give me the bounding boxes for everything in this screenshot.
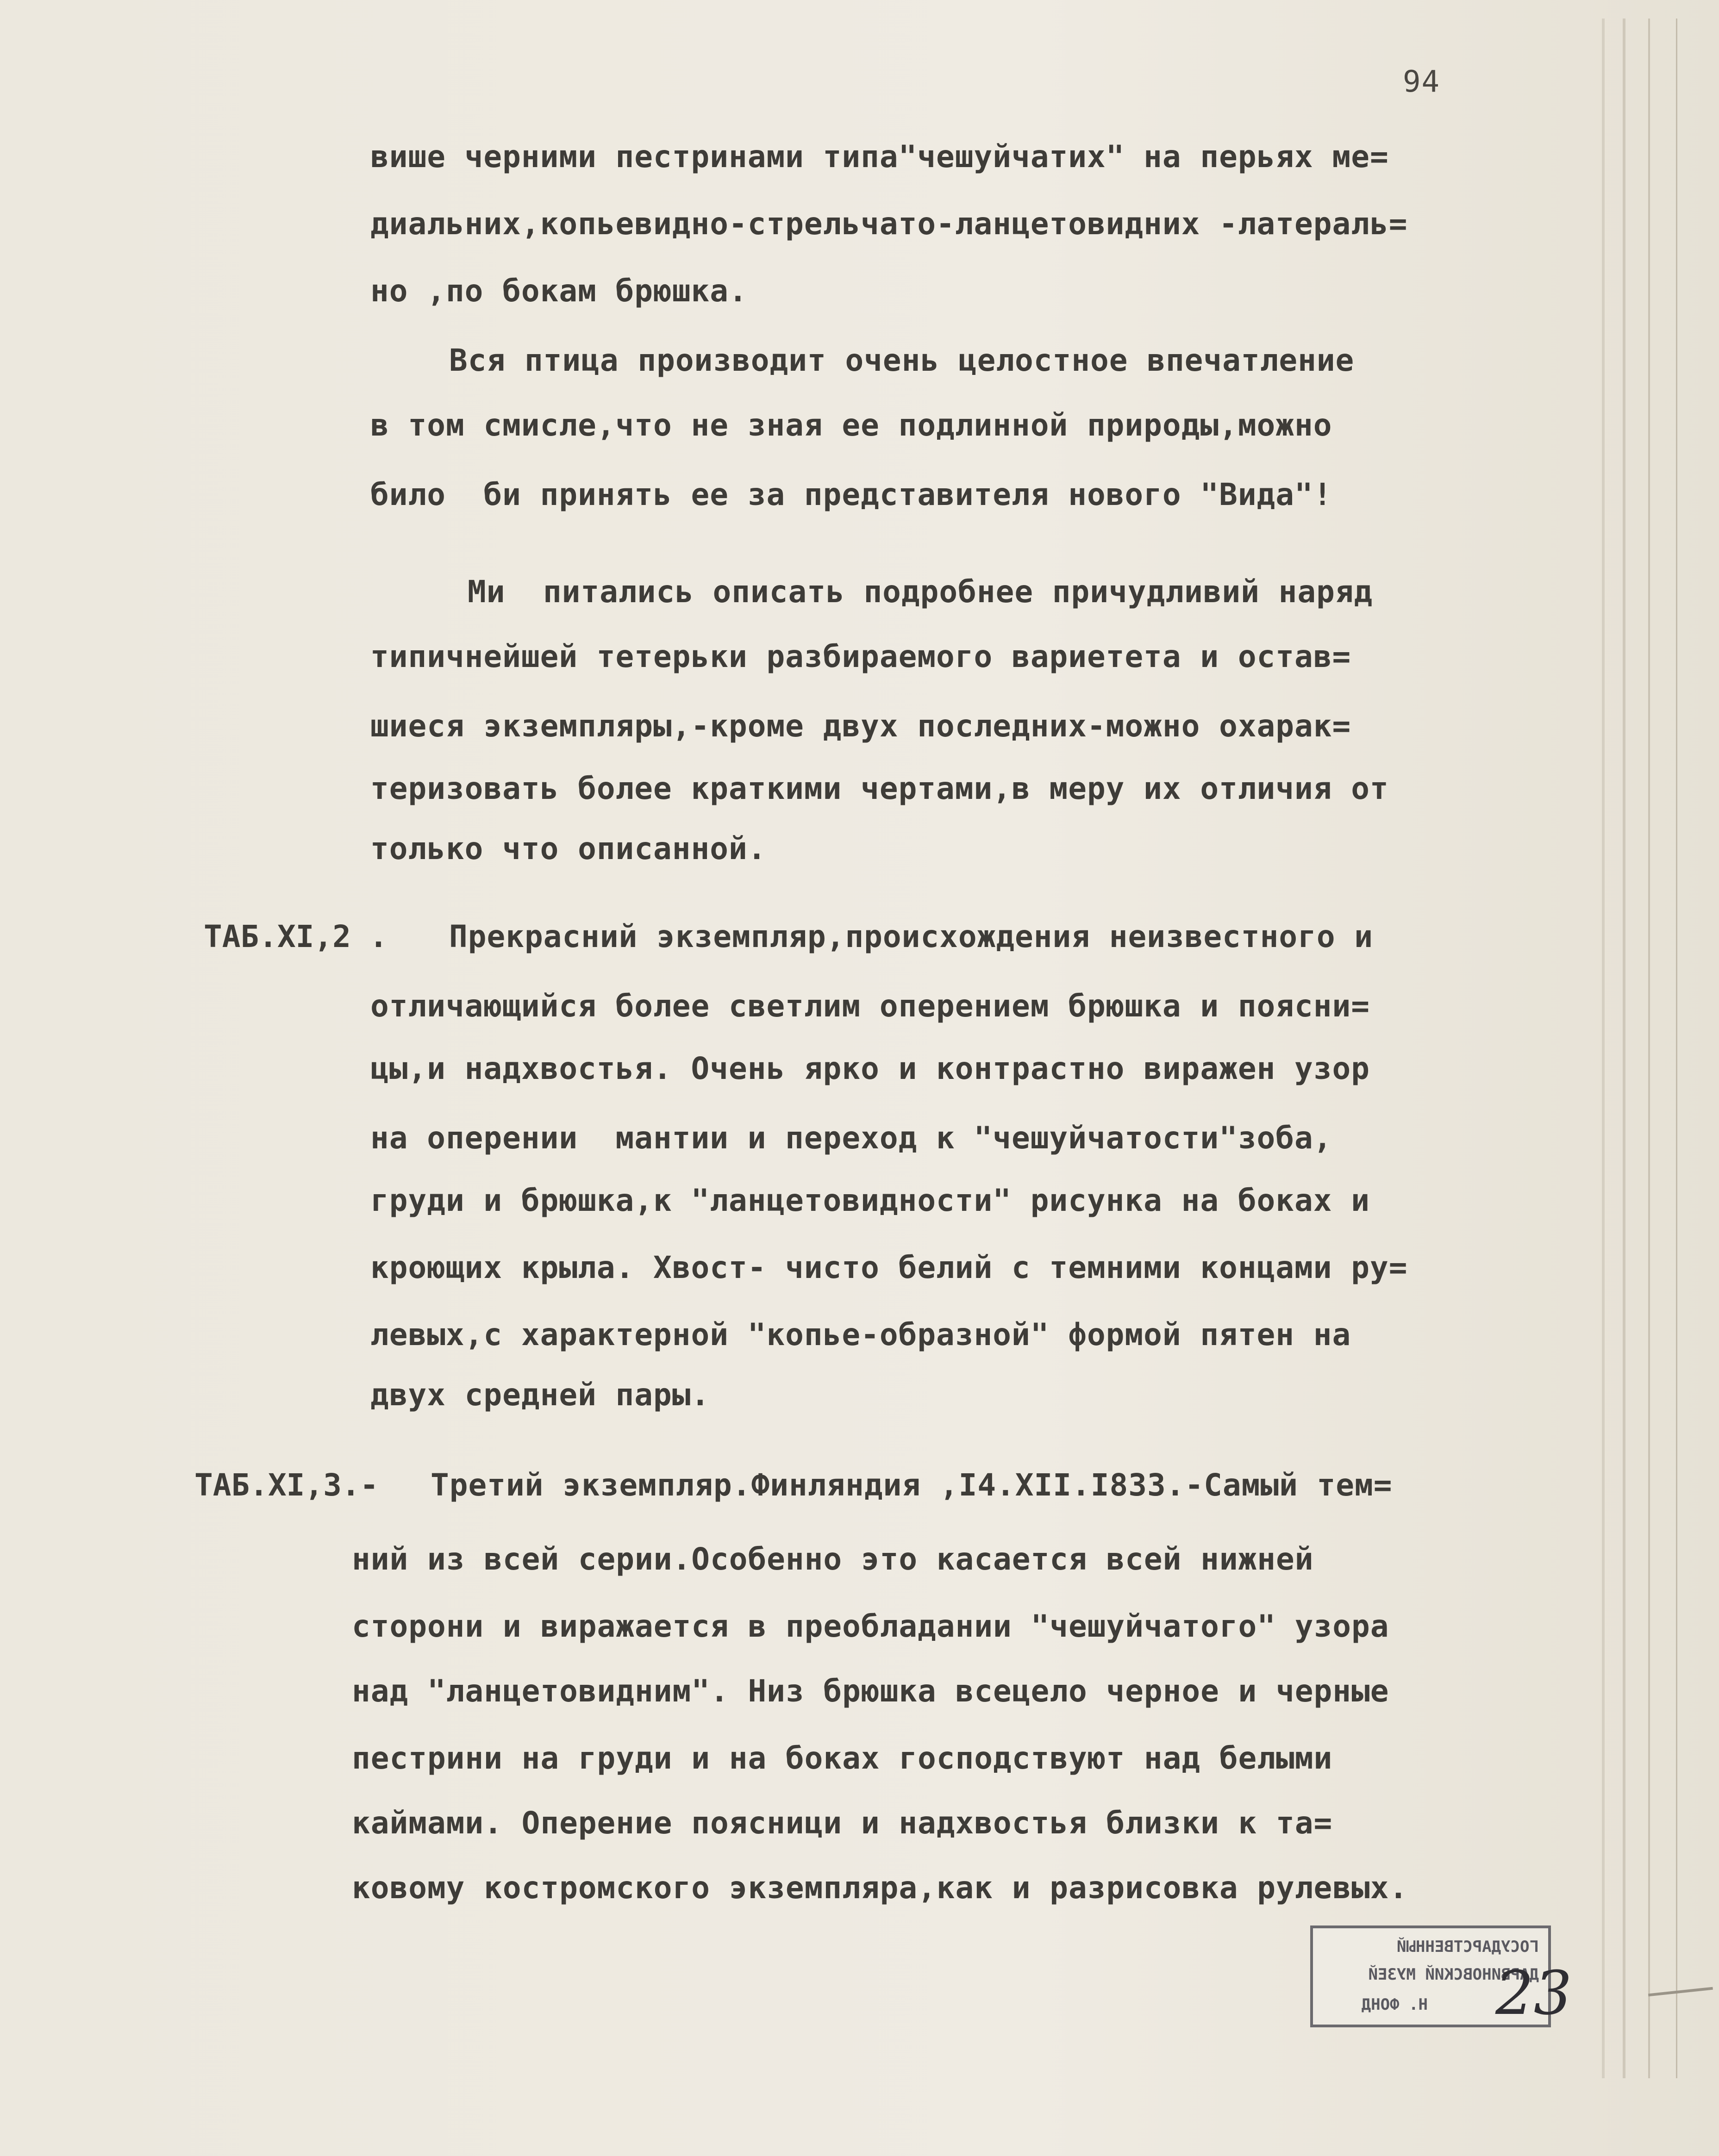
stamp-line: ДАРВИНОВСКИЙ МУЗЕЙ [1368, 1965, 1539, 1984]
text-line: кроющих крыла. Хвост- чисто белий с темними концами ру= [370, 1250, 1408, 1285]
text-line: сторони и виражается в преобладании "чешуйчатого" узора [352, 1608, 1389, 1644]
stamp-line: ГОСУДАРСТВЕННЫЙ [1396, 1938, 1539, 1956]
text-line: Ми питались описать подробнее причудливий наряд [468, 574, 1373, 610]
text-line: левых,с характерной "копье-образной" формой пятен на [370, 1317, 1351, 1352]
text-line: Вся птица производит очень целостное впечатление [449, 343, 1355, 378]
edge-mark [1648, 1987, 1713, 1997]
text-line: било би принять ее за представителя нового "Вида"! [370, 477, 1332, 512]
page-edge [1602, 19, 1605, 2078]
text-line: више черними пестринами типа"чешуйчатих" на перьях ме= [370, 139, 1389, 174]
text-line: отличающийся более светлим оперением брюшка и поясни= [370, 988, 1370, 1024]
text-line: шиеся экземпляры,-кроме двух последних-можно охарак= [370, 708, 1351, 744]
text-line: в том смисле,что не зная ее подлинной природы,можно [370, 407, 1332, 443]
text-line: цы,и надхвостья. Очень ярко и контрастно виражен узор [370, 1051, 1370, 1086]
page-edge [1623, 19, 1625, 2078]
text-line: но ,по бокам брюшка. [370, 273, 748, 309]
handwritten-folio-number: 23 [1495, 1958, 1572, 2028]
text-line: ний из всей серии.Особенно это касается всей нижней [352, 1541, 1314, 1577]
text-line: каймами. Оперение поясници и надхвостья близки к та= [352, 1805, 1333, 1841]
text-line: груди и брюшка,к "ланцетовидности" рисунка на боках и [370, 1183, 1370, 1218]
text-line: двух средней пары. [370, 1377, 710, 1413]
page-edge [1676, 19, 1677, 2078]
text-line: пестрини на груди и на боках господствуют над белыми [352, 1740, 1333, 1776]
stamp-line: Н. ФОНД [1361, 1995, 1428, 2014]
text-line: диальних,копьевидно-стрельчато-ланцетовидних -латераль= [370, 206, 1408, 242]
page-edge [1648, 19, 1650, 2078]
text-line: Прекрасний экземпляр,происхождения неизвестного и [449, 919, 1374, 954]
page-number: 94 [1403, 65, 1441, 99]
text-line: типичнейшей тетерьки разбираемого вариетета и остав= [370, 639, 1351, 674]
table-reference-label: ТАБ.XI,3.- [194, 1467, 379, 1503]
text-line: только что описанной. [370, 831, 767, 866]
text-line: над "ланцетовидним". Низ брюшка всецело черное и черные [352, 1673, 1389, 1709]
text-line: на оперении мантии и переход к "чешуйчатости"зоба, [370, 1120, 1332, 1156]
text-line: Третий экземпляр.Финляндия ,I4.XII.I833.-Самый тем= [431, 1467, 1393, 1503]
text-line: теризовать более краткими чертами,в меру их отличия от [370, 771, 1389, 806]
text-line: ковому костромского экземпляра,как и разрисовка рулевых. [352, 1870, 1408, 1906]
table-reference-label: ТАБ.XI,2 . [204, 919, 388, 954]
